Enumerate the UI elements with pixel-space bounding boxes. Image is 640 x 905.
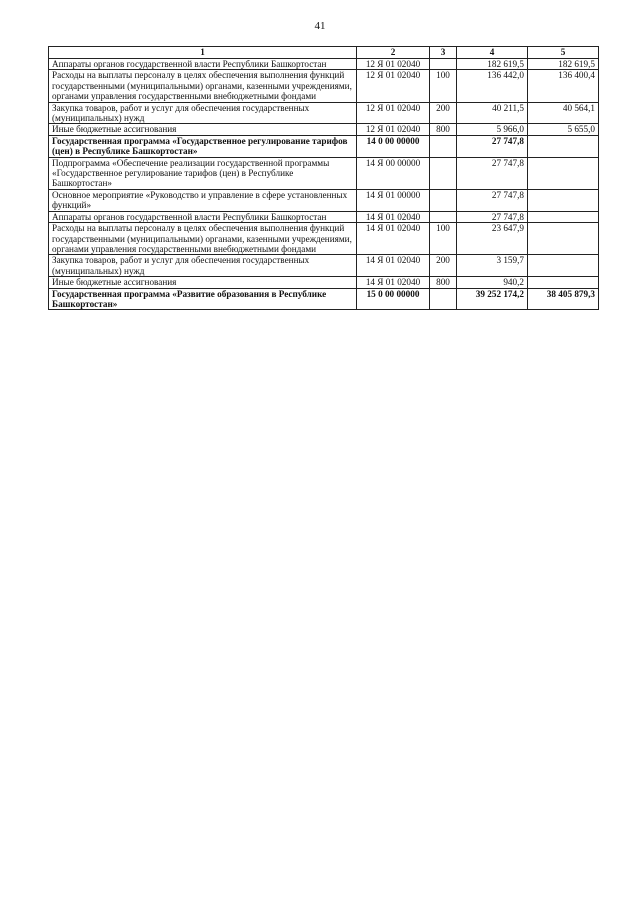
cell-amount-col5: 5 655,0: [528, 124, 599, 135]
table-row: [49, 135, 599, 157]
cell-name: Подпрограмма «Обеспечение реализации государственной программы «Государственное регулирование тарифов (цен) в Республике Башкортостан»: [49, 157, 357, 189]
cell-code: 14 0 00 00000: [357, 135, 430, 157]
cell-amount-col5: [528, 211, 599, 222]
table-body: [49, 59, 599, 310]
cell-amount-col4: 3 159,7: [457, 255, 528, 277]
cell-name: Основное мероприятие «Руководство и управление в сфере установленных функций»: [49, 189, 357, 211]
table-row: [49, 124, 599, 135]
cell-code: 12 Я 01 02040: [357, 124, 430, 135]
cell-amount-col4: 5 966,0: [457, 124, 528, 135]
cell-expense-type: [430, 59, 457, 70]
table-row: [49, 223, 599, 255]
cell-name: Аппараты органов государственной власти Республики Башкортостан: [49, 59, 357, 70]
header-col-5: 5: [528, 47, 599, 59]
cell-code: 12 Я 01 02040: [357, 59, 430, 70]
header-col-4: 4: [457, 47, 528, 59]
header-col-3: 3: [430, 47, 457, 59]
cell-code: 12 Я 01 02040: [357, 102, 430, 124]
cell-expense-type: 200: [430, 255, 457, 277]
cell-expense-type: 800: [430, 124, 457, 135]
cell-amount-col5: [528, 157, 599, 189]
cell-name: Государственная программа «Государственное регулирование тарифов (цен) в Республике Башкортостан»: [49, 135, 357, 157]
cell-expense-type: 100: [430, 223, 457, 255]
cell-amount-col4: 182 619,5: [457, 59, 528, 70]
table-row: [49, 211, 599, 222]
cell-amount-col5: [528, 277, 599, 288]
cell-amount-col4: 136 442,0: [457, 70, 528, 102]
cell-amount-col5: [528, 255, 599, 277]
header-col-2: 2: [357, 47, 430, 59]
page-number: 41: [314, 20, 326, 32]
table-row: [49, 59, 599, 70]
cell-expense-type: [430, 211, 457, 222]
cell-amount-col5: 38 405 879,3: [528, 288, 599, 310]
cell-amount-col4: 39 252 174,2: [457, 288, 528, 310]
cell-amount-col4: 27 747,8: [457, 157, 528, 189]
cell-name: Аппараты органов государственной власти Республики Башкортостан: [49, 211, 357, 222]
cell-expense-type: [430, 135, 457, 157]
cell-amount-col4: 27 747,8: [457, 135, 528, 157]
cell-code: 14 Я 01 02040: [357, 277, 430, 288]
header-col-1: 1: [49, 47, 357, 59]
cell-amount-col4: 27 747,8: [457, 211, 528, 222]
cell-code: 14 Я 01 02040: [357, 255, 430, 277]
cell-expense-type: 200: [430, 102, 457, 124]
cell-code: 14 Я 01 02040: [357, 223, 430, 255]
cell-expense-type: [430, 189, 457, 211]
cell-name: Закупка товаров, работ и услуг для обеспечения государственных (муниципальных) нужд: [49, 102, 357, 124]
cell-code: 14 Я 01 00000: [357, 189, 430, 211]
cell-name: Закупка товаров, работ и услуг для обеспечения государственных (муниципальных) нужд: [49, 255, 357, 277]
table-row: [49, 288, 599, 310]
table-row: [49, 102, 599, 124]
table-row: [49, 255, 599, 277]
table-row: [49, 70, 599, 102]
cell-expense-type: [430, 157, 457, 189]
cell-name: Иные бюджетные ассигнования: [49, 277, 357, 288]
cell-name: Расходы на выплаты персоналу в целях обеспечения выполнения функций государственными (муниципальными) органами, казенными учреждениями, органами управления государственными внебюджетными фондами: [49, 223, 357, 255]
cell-code: 14 Я 01 02040: [357, 211, 430, 222]
cell-amount-col5: 40 564,1: [528, 102, 599, 124]
cell-amount-col5: [528, 189, 599, 211]
cell-amount-col4: 940,2: [457, 277, 528, 288]
cell-name: Иные бюджетные ассигнования: [49, 124, 357, 135]
cell-amount-col5: 136 400,4: [528, 70, 599, 102]
cell-code: 14 Я 00 00000: [357, 157, 430, 189]
cell-code: 12 Я 01 02040: [357, 70, 430, 102]
cell-amount-col4: 23 647,9: [457, 223, 528, 255]
cell-amount-col4: 27 747,8: [457, 189, 528, 211]
cell-name: Расходы на выплаты персоналу в целях обеспечения выполнения функций государственными (муниципальными) органами, казенными учреждениями, органами управления государственными внебюджетными фондами: [49, 70, 357, 102]
table-row: [49, 189, 599, 211]
cell-expense-type: 800: [430, 277, 457, 288]
budget-table: [48, 46, 599, 310]
cell-code: 15 0 00 00000: [357, 288, 430, 310]
cell-amount-col5: 182 619,5: [528, 59, 599, 70]
cell-expense-type: 100: [430, 70, 457, 102]
cell-amount-col5: [528, 223, 599, 255]
table-header-row: [49, 47, 599, 59]
cell-name: Государственная программа «Развитие образования в Республике Башкортостан»: [49, 288, 357, 310]
cell-amount-col5: [528, 135, 599, 157]
cell-amount-col4: 40 211,5: [457, 102, 528, 124]
table-row: [49, 277, 599, 288]
cell-expense-type: [430, 288, 457, 310]
table-row: [49, 157, 599, 189]
